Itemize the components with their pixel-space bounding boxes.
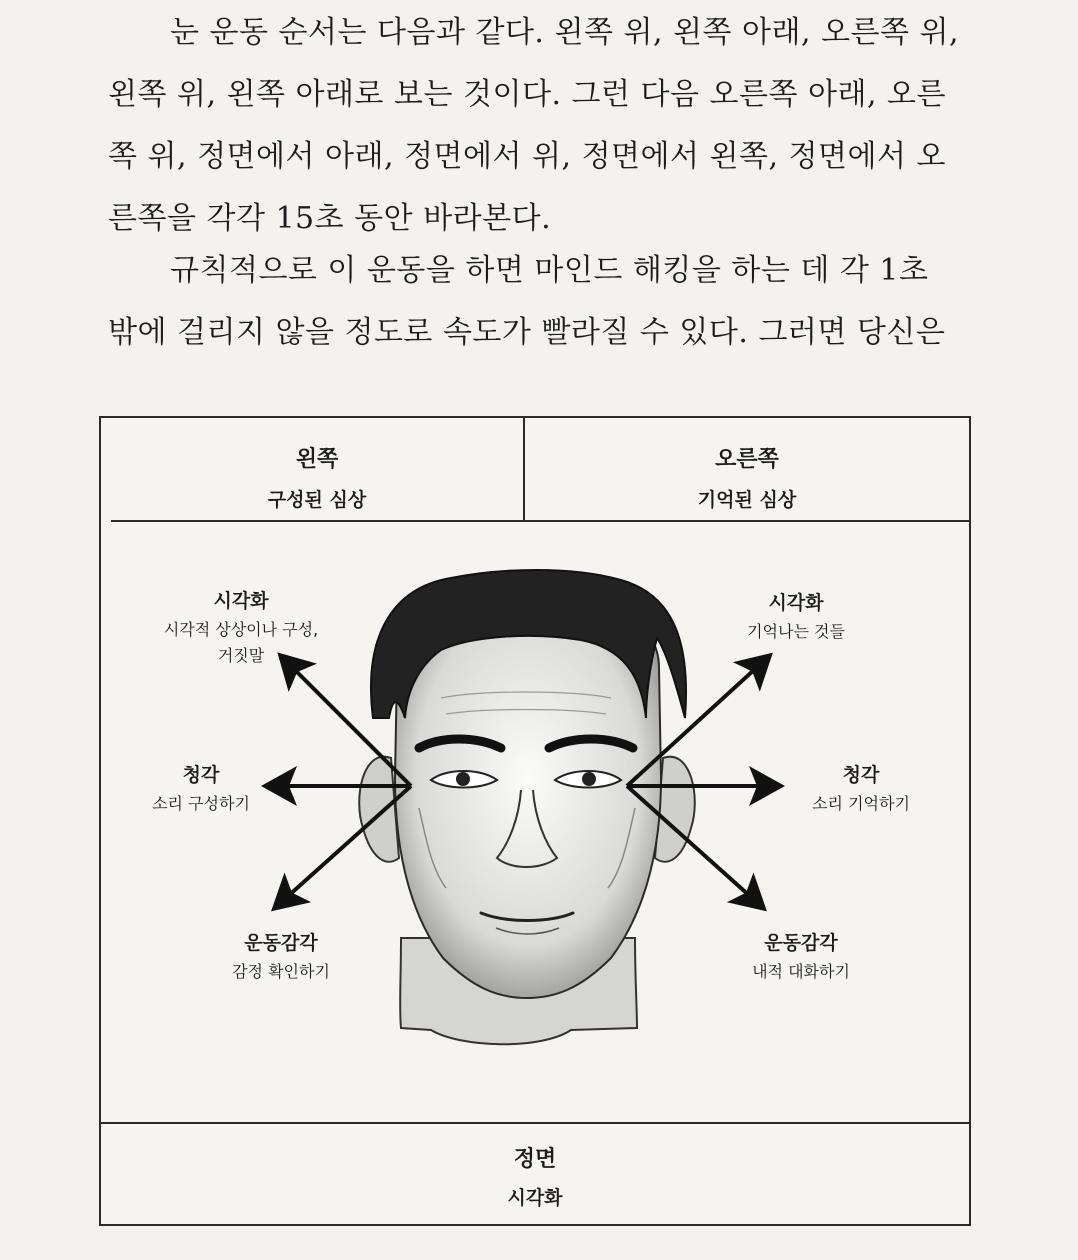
header-right-title: 오른쪽 [715,447,779,472]
label-left-visual-title: 시각화 [213,590,269,612]
header-right-subtitle: 기억된 심상 [697,489,797,511]
label-left-visual [141,586,341,669]
text-line: 눈 운동 순서는 다음과 같다. 왼쪽 위, 왼쪽 아래, 오른쪽 위, [170,15,960,50]
text-line: 밖에 걸리지 않을 정도로 속도가 빨라질 수 있다. 그러면 당신은 [108,315,946,350]
label-left-visual-desc2: 거짓말 [217,646,265,665]
text-line: 른쪽을 각각 15초 동안 바라본다. [108,201,552,236]
label-right-visual-desc: 기억나는 것들 [747,622,845,641]
footer-subtitle: 시각화 [507,1187,563,1209]
label-right-auditory-desc: 소리 기억하기 [812,794,910,813]
text-line: 왼쪽 위, 왼쪽 아래로 보는 것이다. 그런 다음 오른쪽 아래, 오른 [108,77,946,112]
header-left-title: 왼쪽 [295,447,339,472]
label-right-kinesthetic-title: 운동감각 [764,932,838,954]
paragraph-regular-exercise [108,240,964,364]
footer-title: 정면 [513,1147,557,1172]
label-right-auditory-title: 청각 [842,764,880,786]
label-left-kinesthetic [191,928,371,985]
label-left-auditory [131,760,271,817]
ear-left-shape [359,757,399,862]
label-right-kinesthetic-desc: 내적 대화하기 [752,962,850,981]
text-line: 쪽 위, 정면에서 아래, 정면에서 위, 정면에서 왼쪽, 정면에서 오 [108,139,946,174]
label-left-kinesthetic-title: 운동감각 [244,932,318,954]
paragraph-eye-exercise-order [108,2,964,250]
label-right-kinesthetic [711,928,891,985]
label-right-auditory [781,760,941,817]
text-line: 규칙적으로 이 운동을 하면 마인드 해킹을 하는 데 각 1초 [170,253,929,288]
figure-footer [101,1122,969,1224]
face-illustration [101,418,969,1224]
label-right-visual-title: 시각화 [768,592,824,614]
label-left-visual-desc1: 시각적 상상이나 구성, [163,620,319,639]
eye-accessing-cues-figure [99,416,971,1226]
label-left-kinesthetic-desc: 감정 확인하기 [232,962,330,981]
label-left-auditory-desc: 소리 구성하기 [152,794,250,813]
label-right-visual [711,588,881,645]
label-left-auditory-title: 청각 [182,764,220,786]
header-left-subtitle: 구성된 심상 [267,489,367,511]
